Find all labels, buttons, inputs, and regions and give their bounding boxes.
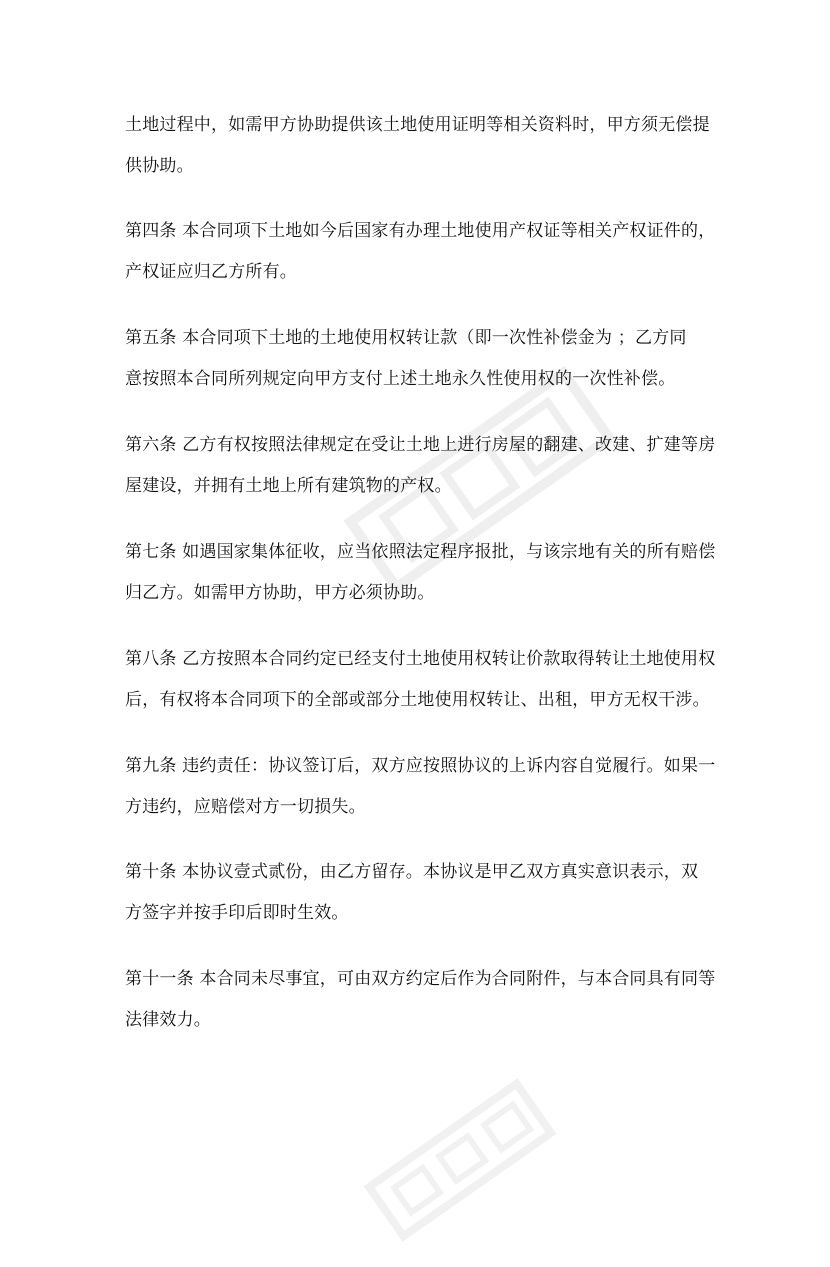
article-7-line-2: 归乙方。如需甲方协助，甲方必须协助。: [125, 583, 435, 603]
article-11-line-1: 第十一条 本合同未尽事宜，可由双方约定后作为合同附件，与本合同具有同等: [125, 969, 716, 989]
article-4-line-2: 产权证应归乙方所有。: [125, 262, 297, 282]
article-6-line-2: 屋建设，并拥有土地上所有建筑物的产权。: [125, 476, 452, 496]
article-4-line-1: 第四条 本合同项下土地如今后国家有办理土地使用产权证等相关产权证件的，: [125, 221, 716, 241]
line-1: 土地过程中，如需甲方协助提供该土地使用证明等相关资料时，甲方须无偿提: [125, 115, 710, 135]
article-8-line-2: 后，有权将本合同项下的全部或部分土地使用权转让、出租，甲方无权干涉。: [125, 690, 710, 710]
article-6-line-1: 第六条 乙方有权按照法律规定在受让土地上进行房屋的翻建、改建、扩建等房: [125, 435, 716, 455]
watermark-bottom-icon: [344, 1053, 577, 1266]
article-5-line-1: 第五条 本合同项下土地的土地使用权转让款（即一次性补偿金为 ；乙方同: [125, 328, 687, 348]
article-10-line-1: 第十条 本协议壹式贰份，由乙方留存。本协议是甲乙双方真实意识表示，双: [125, 862, 699, 882]
article-11-line-2: 法律效力。: [125, 1010, 211, 1030]
article-10-line-2: 方签字并按手印后即时生效。: [125, 903, 349, 923]
article-9-line-1: 第九条 违约责任：协议签订后，双方应按照协议的上诉内容自觉履行。如果一: [125, 756, 716, 776]
article-5-line-2: 意按照本合同所列规定向甲方支付上述土地永久性使用权的一次性补偿。: [125, 369, 676, 389]
article-8-line-1: 第八条 乙方按照本合同约定已经支付土地使用权转让价款取得转让土地使用权: [125, 649, 716, 669]
article-9-line-2: 方违约，应赔偿对方一切损失。: [125, 797, 366, 817]
article-7-line-1: 第七条 如遇国家集体征收，应当依照法定程序报批，与该宗地有关的所有赔偿: [125, 542, 716, 562]
line-2: 供协助。: [125, 156, 194, 176]
